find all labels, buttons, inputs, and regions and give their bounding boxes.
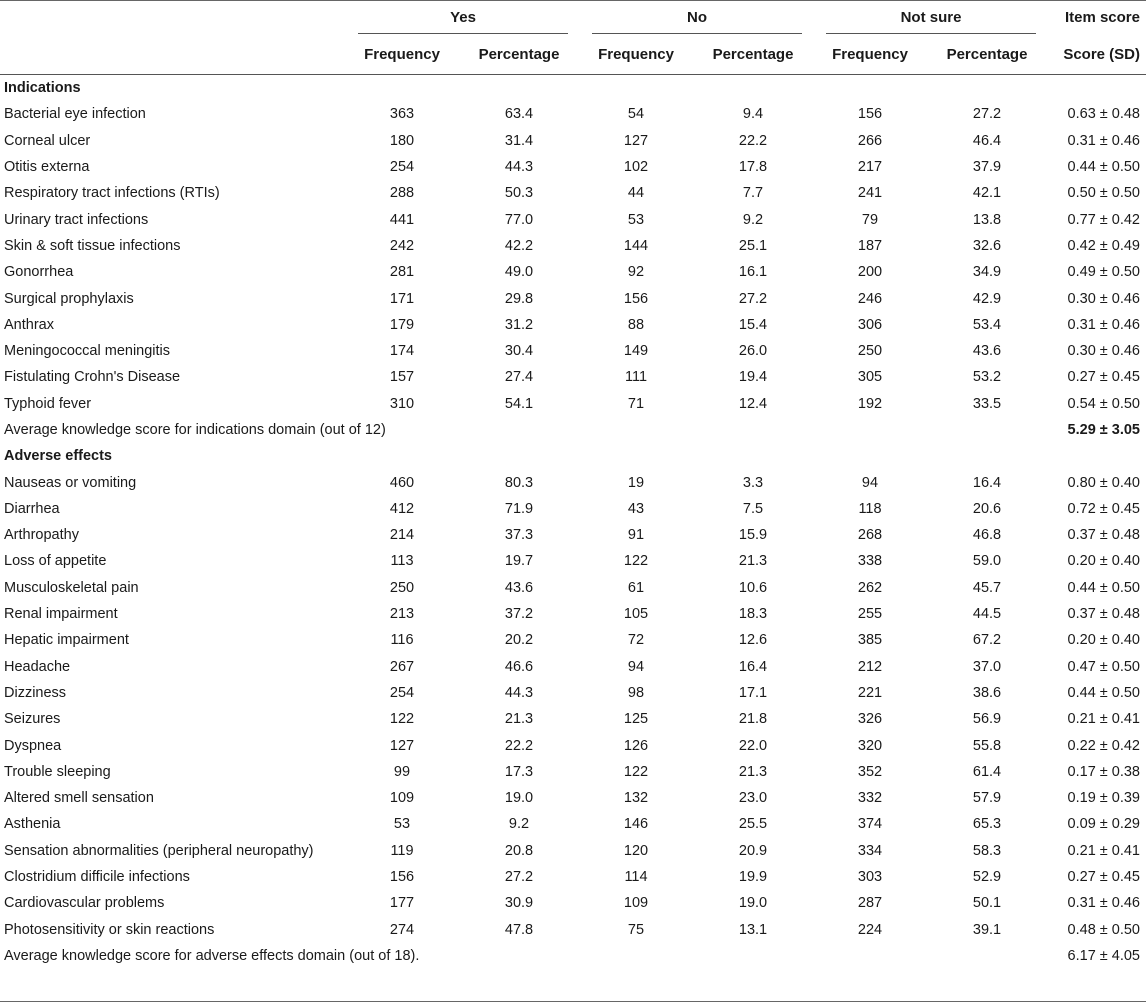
row-label: Anthrax <box>4 316 54 333</box>
section-title: Indications <box>4 80 81 97</box>
table-cell: 98 <box>627 684 645 701</box>
table-cell: 281 <box>389 264 415 281</box>
table-cell: 53.2 <box>972 369 1002 386</box>
table-cell: 127 <box>623 132 649 149</box>
table-cell: 13.1 <box>738 921 768 938</box>
table-cell: 42.9 <box>972 290 1002 307</box>
table-cell: 157 <box>389 369 415 386</box>
table-row <box>0 890 1146 916</box>
table-cell: 56.9 <box>972 711 1002 728</box>
table-cell: 71.9 <box>504 500 534 517</box>
table-cell: 246 <box>857 290 883 307</box>
table-row <box>0 233 1146 259</box>
table-cell: 213 <box>389 606 415 623</box>
table-cell: 44.3 <box>504 159 534 176</box>
table-cell: 192 <box>857 395 883 412</box>
row-label: Respiratory tract infections (RTIs) <box>4 185 220 202</box>
table-row <box>0 285 1146 311</box>
table-cell: 187 <box>857 237 883 254</box>
table-cell: 33.5 <box>972 395 1002 412</box>
table-cell: 250 <box>389 579 415 596</box>
table-body <box>0 75 1146 970</box>
table-cell: 20.8 <box>504 842 534 859</box>
table-cell: 217 <box>857 159 883 176</box>
table-cell: 102 <box>623 159 649 176</box>
table-cell: 54.1 <box>504 395 534 412</box>
row-label: Skin & soft tissue infections <box>4 237 181 254</box>
table-cell: 144 <box>623 237 649 254</box>
row-label: Gonorrhea <box>4 264 74 281</box>
table-cell: 200 <box>857 264 883 281</box>
row-label: Loss of appetite <box>4 553 107 570</box>
table-cell: 174 <box>389 343 415 360</box>
table-cell: 17.1 <box>738 684 768 701</box>
header-blank-sub <box>0 34 346 75</box>
table-cell: 0.30 ± 0.46 <box>1067 290 1140 307</box>
average-score-label: Average knowledge score for adverse effects domain (out of 18). <box>4 947 420 964</box>
table-cell: 149 <box>623 343 649 360</box>
row-label: Typhoid fever <box>4 395 92 412</box>
table-cell: 16.4 <box>972 474 1002 491</box>
table-cell: 0.37 ± 0.48 <box>1067 527 1140 544</box>
table-cell: 9.2 <box>508 816 530 833</box>
table-cell: 19.9 <box>738 869 768 886</box>
table-cell: 50.3 <box>504 185 534 202</box>
table-cell: 0.31 ± 0.46 <box>1067 895 1140 912</box>
table-cell: 374 <box>857 816 883 833</box>
table-cell: 75 <box>627 921 645 938</box>
table-cell: 0.54 ± 0.50 <box>1067 395 1140 412</box>
table-cell: 156 <box>857 106 883 123</box>
table-cell: 16.1 <box>738 264 768 281</box>
table-row <box>0 601 1146 627</box>
table-cell: 29.8 <box>504 290 534 307</box>
table-cell: 363 <box>389 106 415 123</box>
table-cell: 27.2 <box>504 869 534 886</box>
table-cell: 46.4 <box>972 132 1002 149</box>
table-cell: 27.4 <box>504 369 534 386</box>
table-cell: 254 <box>389 684 415 701</box>
table-cell: 262 <box>857 579 883 596</box>
row-label: Dizziness <box>4 684 67 701</box>
table-cell: 32.6 <box>972 237 1002 254</box>
table-cell: 30.4 <box>504 343 534 360</box>
table-cell: 39.1 <box>972 921 1002 938</box>
table-cell: 0.17 ± 0.38 <box>1067 763 1140 780</box>
table-row <box>0 206 1146 232</box>
table-cell: 99 <box>393 763 411 780</box>
table-cell: 177 <box>389 895 415 912</box>
table-cell: 21.3 <box>504 711 534 728</box>
table-row <box>0 627 1146 653</box>
table-cell: 37.0 <box>972 658 1002 675</box>
table-cell: 53 <box>627 211 645 228</box>
row-label: Dyspnea <box>4 737 62 754</box>
table-cell: 310 <box>389 395 415 412</box>
table-cell: 25.5 <box>738 816 768 833</box>
table-cell: 0.77 ± 0.42 <box>1067 211 1140 228</box>
table-cell: 27.2 <box>738 290 768 307</box>
row-label: Meningococcal meningitis <box>4 343 171 360</box>
table-cell: 287 <box>857 895 883 912</box>
table-cell: 326 <box>857 711 883 728</box>
table-row <box>0 391 1146 417</box>
table-cell: 23.0 <box>738 790 768 807</box>
row-label: Surgical prophylaxis <box>4 290 134 307</box>
table-cell: 0.21 ± 0.41 <box>1067 711 1140 728</box>
header-sub-row <box>0 34 1146 75</box>
table-cell: 305 <box>857 369 883 386</box>
table-cell: 16.4 <box>738 658 768 675</box>
table-cell: 12.4 <box>738 395 768 412</box>
table-cell: 25.1 <box>738 237 768 254</box>
table-cell: 15.4 <box>738 316 768 333</box>
table-cell: 114 <box>624 869 648 886</box>
table-cell: 212 <box>857 658 883 675</box>
table-cell: 9.4 <box>742 106 764 123</box>
table-cell: 0.72 ± 0.45 <box>1067 500 1140 517</box>
row-label: Urinary tract infections <box>4 211 149 228</box>
table-cell: 0.37 ± 0.48 <box>1067 606 1140 623</box>
table-cell: 180 <box>389 132 415 149</box>
table-cell: 71 <box>627 395 645 412</box>
table-cell: 19.4 <box>738 369 768 386</box>
table-cell: 224 <box>857 921 883 938</box>
table-row <box>0 101 1146 127</box>
row-label: Seizures <box>4 711 61 728</box>
table-cell: 47.8 <box>504 921 534 938</box>
table-cell: 21.3 <box>738 763 768 780</box>
table-cell: 20.6 <box>972 500 1002 517</box>
table-row <box>0 759 1146 785</box>
table-cell: 7.7 <box>742 185 764 202</box>
header-no-frequency: Frequency <box>598 45 674 63</box>
table-cell: 119 <box>390 842 414 859</box>
table-cell: 0.44 ± 0.50 <box>1067 159 1140 176</box>
table-cell: 254 <box>389 159 415 176</box>
table-cell: 0.22 ± 0.42 <box>1067 737 1140 754</box>
row-label: Cardiovascular problems <box>4 895 165 912</box>
table-cell: 88 <box>627 316 645 333</box>
table-cell: 63.4 <box>504 106 534 123</box>
table-cell: 156 <box>389 869 415 886</box>
header-group-yes: Yes <box>346 0 580 34</box>
table-cell: 105 <box>623 606 649 623</box>
table-cell: 255 <box>857 606 883 623</box>
table-row <box>0 917 1146 943</box>
table-top-rule <box>0 0 1146 1</box>
table-cell: 52.9 <box>972 869 1002 886</box>
table-cell: 61 <box>627 579 645 596</box>
table-row <box>0 128 1146 154</box>
table-cell: 19.7 <box>504 553 534 570</box>
table-row <box>0 154 1146 180</box>
table-cell: 44 <box>627 185 645 202</box>
table-cell: 42.2 <box>504 237 534 254</box>
table-row <box>0 811 1146 837</box>
header-blank <box>0 0 346 34</box>
table-cell: 146 <box>623 816 649 833</box>
header-group-no: No <box>580 0 814 34</box>
table-cell: 0.49 ± 0.50 <box>1067 264 1140 281</box>
table-cell: 53.4 <box>972 316 1002 333</box>
table-cell: 30.9 <box>504 895 534 912</box>
table-row <box>0 732 1146 758</box>
table-cell: 67.2 <box>972 632 1002 649</box>
header-group-not-sure: Not sure <box>814 0 1048 34</box>
table-cell: 0.20 ± 0.40 <box>1067 632 1140 649</box>
table-cell: 27.2 <box>972 106 1002 123</box>
table-cell: 65.3 <box>972 816 1002 833</box>
table-cell: 59.0 <box>972 553 1002 570</box>
table-cell: 250 <box>857 343 883 360</box>
table-cell: 332 <box>857 790 883 807</box>
table-cell: 109 <box>623 895 649 912</box>
table-cell: 80.3 <box>504 474 534 491</box>
section-header-row <box>0 75 1146 102</box>
table-cell: 17.8 <box>738 159 768 176</box>
table-cell: 26.0 <box>738 343 768 360</box>
table-cell: 113 <box>390 553 414 570</box>
table-cell: 7.5 <box>742 500 764 517</box>
table-cell: 441 <box>389 211 415 228</box>
table-cell: 55.8 <box>972 737 1002 754</box>
row-label: Trouble sleeping <box>4 763 111 780</box>
table-cell: 126 <box>623 737 649 754</box>
table-cell: 42.1 <box>972 185 1002 202</box>
table-row <box>0 706 1146 732</box>
table-cell: 118 <box>858 500 882 517</box>
table-cell: 17.3 <box>504 763 534 780</box>
table-cell: 0.31 ± 0.46 <box>1067 316 1140 333</box>
average-score-row <box>0 417 1146 443</box>
table-row <box>0 496 1146 522</box>
header-group-item-score: Item score <box>1064 8 1140 26</box>
table-cell: 0.27 ± 0.45 <box>1067 369 1140 386</box>
table-cell: 268 <box>857 527 883 544</box>
table-cell: 37.3 <box>504 527 534 544</box>
table-cell: 3.3 <box>742 474 764 491</box>
table-cell: 460 <box>389 474 415 491</box>
table-cell: 132 <box>623 790 649 807</box>
table-cell: 9.2 <box>742 211 764 228</box>
row-label: Headache <box>4 658 71 675</box>
table-cell: 214 <box>389 527 415 544</box>
table-row <box>0 469 1146 495</box>
table-cell: 43 <box>627 500 645 517</box>
table-cell: 58.3 <box>972 842 1002 859</box>
table-cell: 0.27 ± 0.45 <box>1067 869 1140 886</box>
table-cell: 31.4 <box>504 132 534 149</box>
table-cell: 303 <box>857 869 883 886</box>
table-cell: 412 <box>389 500 415 517</box>
row-label: Nauseas or vomiting <box>4 474 137 491</box>
table-cell: 44.5 <box>972 606 1002 623</box>
table-cell: 34.9 <box>972 264 1002 281</box>
table-cell: 0.19 ± 0.39 <box>1067 790 1140 807</box>
table-cell: 385 <box>857 632 883 649</box>
table-cell: 21.3 <box>738 553 768 570</box>
table-cell: 242 <box>389 237 415 254</box>
table-cell: 50.1 <box>972 895 1002 912</box>
table-cell: 54 <box>627 106 645 123</box>
table-cell: 266 <box>857 132 883 149</box>
table-cell: 179 <box>389 316 415 333</box>
table-cell: 0.80 ± 0.40 <box>1067 474 1140 491</box>
table-row <box>0 680 1146 706</box>
table-row <box>0 838 1146 864</box>
row-label: Clostridium difficile infections <box>4 869 190 886</box>
table-cell: 0.31 ± 0.46 <box>1067 132 1140 149</box>
table-cell: 79 <box>861 211 879 228</box>
header-no-percentage: Percentage <box>712 45 794 63</box>
average-score-value: 5.29 ± 3.05 <box>1067 422 1140 438</box>
row-label: Arthropathy <box>4 527 79 544</box>
table-row <box>0 785 1146 811</box>
table-cell: 94 <box>861 474 879 491</box>
table-cell: 306 <box>857 316 883 333</box>
table-cell: 72 <box>627 632 645 649</box>
row-label: Fistulating Crohn's Disease <box>4 369 181 386</box>
table-cell: 22.0 <box>738 737 768 754</box>
header-notsure-percentage: Percentage <box>946 45 1028 63</box>
table-row <box>0 864 1146 890</box>
row-label: Corneal ulcer <box>4 132 91 149</box>
row-label: Otitis externa <box>4 159 90 176</box>
table-cell: 338 <box>857 553 883 570</box>
table-cell: 274 <box>389 921 415 938</box>
table-cell: 94 <box>627 658 645 675</box>
table-cell: 46.8 <box>972 527 1002 544</box>
table-cell: 109 <box>389 790 415 807</box>
table-row <box>0 259 1146 285</box>
table-cell: 125 <box>623 711 649 728</box>
table-cell: 57.9 <box>972 790 1002 807</box>
table-cell: 19 <box>627 474 645 491</box>
table-row <box>0 180 1146 206</box>
table-row <box>0 575 1146 601</box>
table-cell: 37.2 <box>504 606 534 623</box>
table-cell: 20.9 <box>738 842 768 859</box>
header-score-sd: Score (SD) <box>1063 45 1140 63</box>
table-cell: 122 <box>389 711 415 728</box>
table-cell: 19.0 <box>738 895 768 912</box>
table-cell: 38.6 <box>972 684 1002 701</box>
row-label: Diarrhea <box>4 500 60 517</box>
section-header-row <box>0 443 1146 469</box>
table-row <box>0 548 1146 574</box>
table-cell: 352 <box>857 763 883 780</box>
table-cell: 0.42 ± 0.49 <box>1067 237 1140 254</box>
table-cell: 22.2 <box>504 737 534 754</box>
header-yes-frequency: Frequency <box>364 45 440 63</box>
table-cell: 13.8 <box>972 211 1002 228</box>
table-cell: 49.0 <box>504 264 534 281</box>
table-row <box>0 312 1146 338</box>
table-cell: 0.20 ± 0.40 <box>1067 553 1140 570</box>
table-cell: 120 <box>623 842 649 859</box>
table-cell: 0.09 ± 0.29 <box>1067 816 1140 833</box>
row-label: Altered smell sensation <box>4 790 154 807</box>
average-score-value: 6.17 ± 4.05 <box>1067 947 1140 964</box>
table-row <box>0 654 1146 680</box>
table-cell: 46.6 <box>504 658 534 675</box>
table-cell: 0.44 ± 0.50 <box>1067 684 1140 701</box>
table-cell: 171 <box>389 290 415 307</box>
table-cell: 20.2 <box>504 632 534 649</box>
table-row <box>0 338 1146 364</box>
table-cell: 43.6 <box>504 579 534 596</box>
table-cell: 111 <box>624 369 648 386</box>
row-label: Musculoskeletal pain <box>4 579 139 596</box>
table-cell: 92 <box>627 264 645 281</box>
table-cell: 31.2 <box>504 316 534 333</box>
table-cell: 45.7 <box>972 579 1002 596</box>
table-cell: 241 <box>857 185 883 202</box>
table-cell: 127 <box>389 737 415 754</box>
row-label: Asthenia <box>4 816 61 833</box>
table-cell: 18.3 <box>738 606 768 623</box>
table-cell: 37.9 <box>972 159 1002 176</box>
table-cell: 116 <box>390 632 414 649</box>
average-score-row <box>0 943 1146 969</box>
table-cell: 0.30 ± 0.46 <box>1067 343 1140 360</box>
table-cell: 91 <box>627 527 645 544</box>
section-title: Adverse effects <box>4 448 112 465</box>
table-cell: 22.2 <box>738 132 768 149</box>
table-cell: 77.0 <box>504 211 534 228</box>
table-cell: 21.8 <box>738 711 768 728</box>
table-cell: 43.6 <box>972 343 1002 360</box>
table-cell: 320 <box>857 737 883 754</box>
table-cell: 0.21 ± 0.41 <box>1067 842 1140 859</box>
header-notsure-frequency: Frequency <box>832 45 908 63</box>
table-row <box>0 522 1146 548</box>
header-yes-percentage: Percentage <box>478 45 560 63</box>
table-cell: 0.63 ± 0.48 <box>1067 106 1140 123</box>
header-group-row <box>0 0 1146 34</box>
table-cell: 0.44 ± 0.50 <box>1067 579 1140 596</box>
table-cell: 267 <box>389 658 415 675</box>
table-cell: 15.9 <box>738 527 768 544</box>
table-cell: 0.47 ± 0.50 <box>1067 658 1140 675</box>
table-cell: 122 <box>623 763 649 780</box>
row-label: Hepatic impairment <box>4 632 129 649</box>
table-cell: 156 <box>623 290 649 307</box>
table-cell: 44.3 <box>504 684 534 701</box>
table-cell: 0.50 ± 0.50 <box>1067 185 1140 202</box>
table-cell: 12.6 <box>738 632 768 649</box>
table-row <box>0 364 1146 390</box>
table-cell: 288 <box>389 185 415 202</box>
table-cell: 19.0 <box>504 790 534 807</box>
table-cell: 53 <box>393 816 411 833</box>
table-cell: 334 <box>857 842 883 859</box>
table-cell: 0.48 ± 0.50 <box>1067 921 1140 938</box>
row-label: Photosensitivity or skin reactions <box>4 921 215 938</box>
row-label: Sensation abnormalities (peripheral neuropathy) <box>4 842 314 859</box>
table-cell: 10.6 <box>738 579 768 596</box>
table-cell: 122 <box>623 553 649 570</box>
row-label: Bacterial eye infection <box>4 106 146 123</box>
row-label: Renal impairment <box>4 606 118 623</box>
table-cell: 61.4 <box>972 763 1002 780</box>
table-cell: 221 <box>857 684 883 701</box>
average-score-label: Average knowledge score for indications domain (out of 12) <box>4 422 386 438</box>
